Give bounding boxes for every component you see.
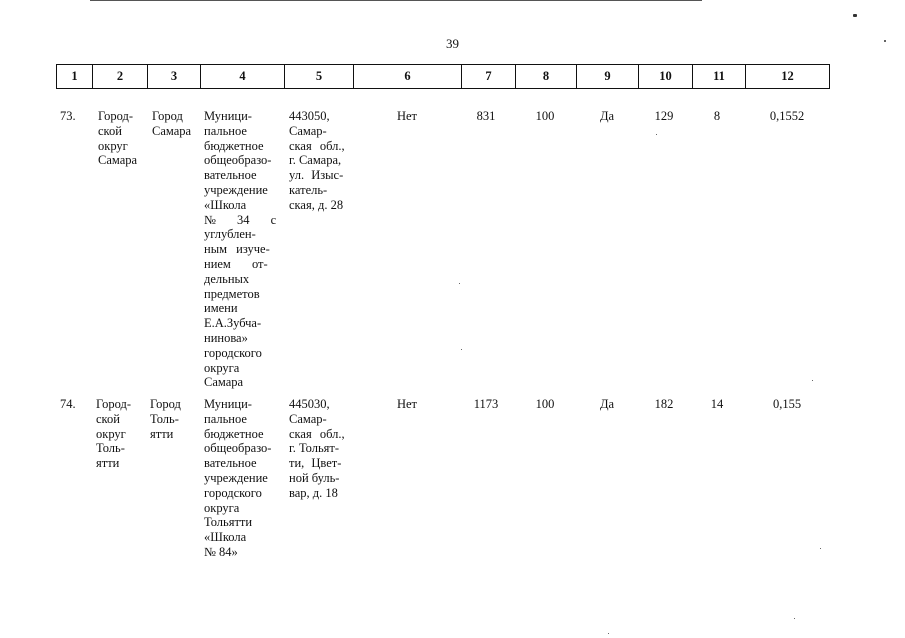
top-rule [90,0,702,1]
col7-value: 1173 [473,397,499,411]
scan-speck [608,633,609,634]
name-line: городского [204,345,262,360]
name-line: бюджетное [204,426,264,441]
name-line: вательное [204,456,257,471]
locality-line: Самара [152,123,192,138]
district-line: ятти [96,456,120,471]
header-col-5: 5 [285,65,354,89]
institution-name-cell [204,397,271,560]
locality-line: ятти [150,426,174,441]
name-line: ным изуче- [204,242,270,257]
locality-cell [152,109,191,139]
district-line: ской [98,123,122,138]
district-line: Самара [98,153,138,168]
address-line: ти, Цвет- [289,456,342,471]
name-line: углублен- [204,227,256,242]
name-line: нием от- [204,256,268,271]
address-line: ская обл., [289,138,345,153]
address-line: катель- [289,182,328,197]
header-col-1: 1 [57,65,93,89]
name-line: Е.А.Зубча- [204,316,262,331]
col8-value: 100 [535,397,555,411]
address-line: 443050, [289,109,330,123]
district-cell [96,397,131,471]
header-col-3: 3 [148,65,201,89]
col6-value: Нет [396,397,418,411]
district-line: Толь- [96,441,125,456]
district-line: округ [96,426,126,441]
name-line: Муници- [204,397,252,411]
name-line: вательное [204,168,257,183]
name-line: № 34 с [204,212,277,227]
col12-value: 0,155 [772,397,802,411]
name-line: дельных [204,271,250,286]
locality-cell [150,397,181,441]
scan-speck [884,40,886,42]
address-line: ская, д. 28 [289,197,344,212]
row-index: 74. [60,397,76,411]
name-line: учреждение [204,470,268,485]
locality-line: Город [152,109,183,123]
address-line: вар, д. 18 [289,485,338,500]
address-line: ул. Изыс- [289,168,344,183]
col6-value: Нет [396,109,418,123]
scan-speck [820,548,821,549]
name-line: городского [204,485,262,500]
header-col-9: 9 [577,65,639,89]
header-col-7: 7 [462,65,516,89]
institution-name-cell [204,109,278,390]
page-number: 39 [446,36,459,51]
name-line: пальное [204,123,247,138]
district-line: округ [98,138,128,153]
district-cell [98,109,137,168]
address-line: 445030, [289,397,330,411]
col8-value: 100 [535,109,555,123]
address-line: ной буль- [289,470,340,485]
name-line: нинова» [204,330,248,345]
name-line: Тольятти [204,515,253,530]
address-line: ская обл., [289,426,345,441]
district-line: Город- [98,109,134,123]
name-line: округа [204,360,240,375]
name-line: Муници- [204,109,252,123]
col9-value: Да [599,109,615,123]
header-col-8: 8 [516,65,577,89]
district-line: Город- [96,397,132,411]
name-line: бюджетное [204,138,264,153]
col9-value: Да [599,397,615,411]
name-line: пальное [204,411,247,426]
header-col-11: 11 [693,65,746,89]
name-line: учреждение [204,182,268,197]
name-line: Самара [204,375,244,390]
locality-line: Толь- [150,411,179,426]
locality-line: Город [150,397,181,411]
name-line: округа [204,500,240,515]
address-line: Самар- [289,411,327,426]
header-col-2: 2 [93,65,148,89]
address-cell [289,397,345,501]
name-line: предметов [204,286,260,301]
address-cell [289,109,345,213]
address-line: г. Тольят- [289,441,340,456]
column-number-header [56,64,830,89]
address-line: г. Самара, [289,153,342,168]
name-line: «Школа [204,530,247,545]
address-line: Самар- [289,123,327,138]
name-line: имени [204,301,238,316]
scan-speck [656,134,657,135]
header-col-12: 12 [746,65,830,89]
header-col-4: 4 [201,65,285,89]
header-col-6: 6 [354,65,462,89]
scan-speck [794,618,795,619]
col12-value: 0,1552 [769,109,805,123]
name-line: общеобразо- [204,153,272,168]
scan-speck [812,380,813,381]
district-line: ской [96,411,120,426]
scan-speck [461,349,462,350]
name-line: «Школа [204,197,247,212]
name-line: общеобразо- [204,441,272,456]
col7-value: 831 [476,109,496,123]
header-col-10: 10 [639,65,693,89]
col11-value: 14 [710,397,724,411]
scan-speck [459,283,460,284]
col10-value: 182 [654,397,674,411]
row-index: 73. [60,109,76,123]
col10-value: 129 [654,109,674,123]
name-line: № 84» [204,544,238,559]
col11-value: 8 [713,109,721,123]
scan-speck [853,14,857,17]
